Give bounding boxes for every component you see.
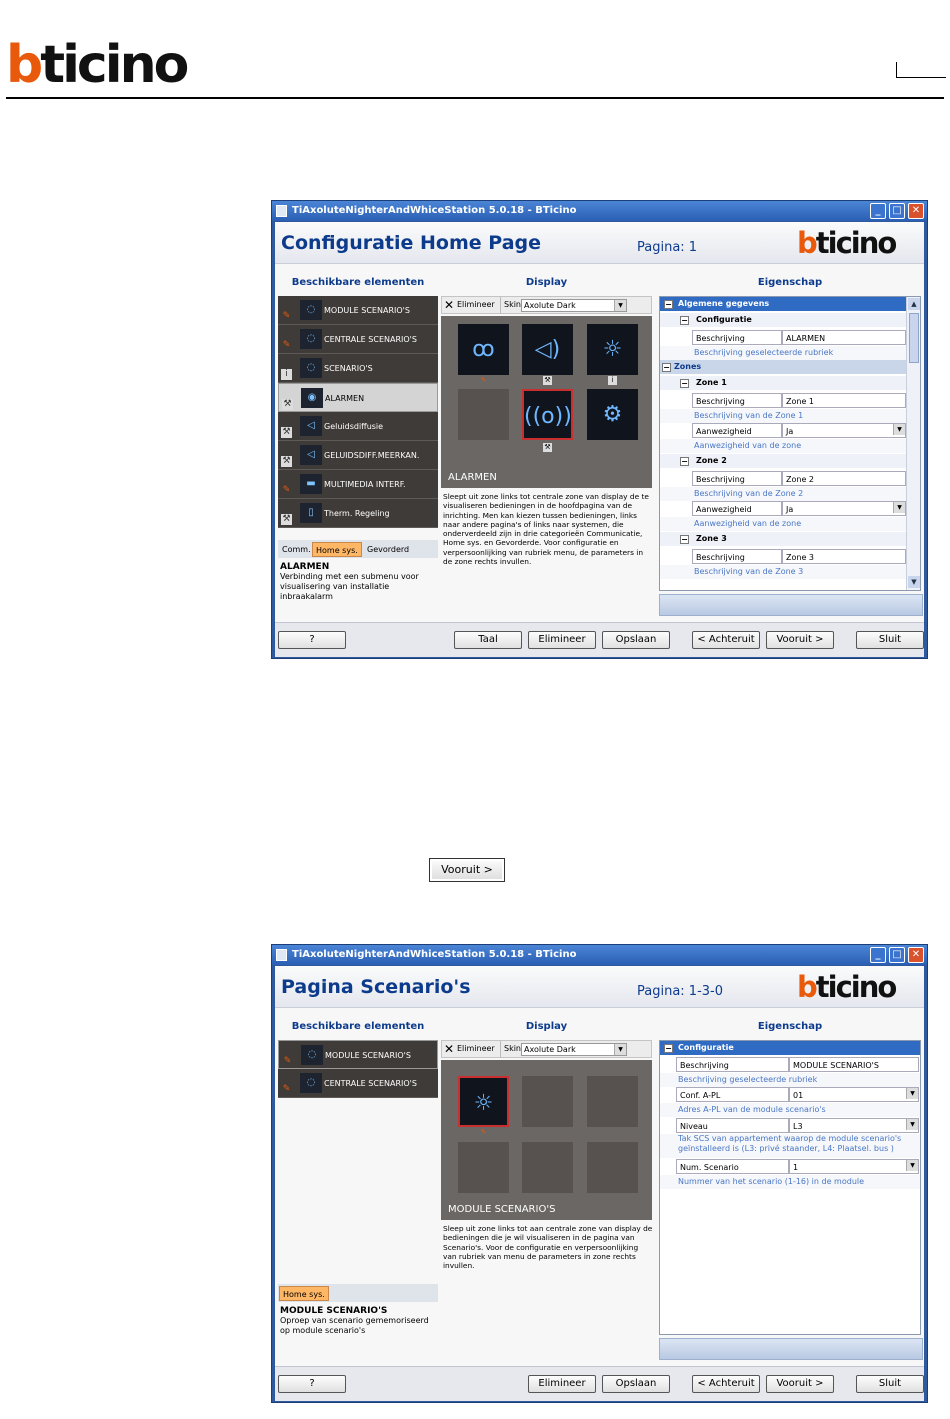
settings-gear-icon[interactable]: ⚙: [587, 389, 638, 440]
bticino-logo: bticino: [6, 35, 187, 95]
category-tabs: [278, 1284, 438, 1302]
alarm-icon[interactable]: ꝏ: [458, 324, 509, 375]
chevron-down-icon[interactable]: ▼: [614, 300, 626, 311]
window-title: TiAxoluteNighterAndWhiceStation 5.0.18 - BTicino: [292, 205, 577, 216]
wrench-icon: ⚒: [283, 399, 292, 409]
prop-hint: Beschrijving geselecteerde rubriek: [660, 346, 907, 360]
display-toolbar: [441, 296, 652, 314]
collapse-icon[interactable]: −: [681, 379, 688, 388]
list-item[interactable]: ✎ ▬ MULTIMEDIA INTERF.: [278, 470, 438, 499]
pen-icon: ✎: [480, 376, 487, 384]
prop-hint: Aanwezigheid van de zone: [660, 517, 907, 531]
prop-hint: Tak SCS van appartement waarop de module scenario's geïnstalleerd is (L3: privé staander, L4: Plaatsel. bus ): [660, 1134, 920, 1158]
page-header: [275, 222, 924, 264]
wrench-icon: ⚒: [282, 514, 291, 524]
forward-button-illustration[interactable]: Vooruit >: [429, 858, 505, 882]
scenario-icon[interactable]: ☼: [587, 324, 638, 375]
pen-icon: ✎: [480, 1128, 487, 1136]
prop-row[interactable]: Beschrijving Zone 2: [660, 471, 907, 486]
bticino-logo: bticino: [797, 970, 896, 1004]
back-button[interactable]: < Achteruit: [692, 631, 760, 649]
element-description: ALARMEN Verbinding met een submenu voor visualisering van installatie inbraakalarm: [280, 562, 419, 601]
property-grid: [659, 296, 921, 591]
minimize-button[interactable]: _: [870, 203, 886, 219]
header-rule: [6, 97, 944, 99]
section-general[interactable]: − Algemene gegevens: [660, 297, 907, 311]
close-window-button[interactable]: ✕: [908, 947, 924, 963]
available-elements-list: [278, 1040, 438, 1098]
app-icon: [276, 205, 287, 217]
info-icon: i: [608, 376, 617, 385]
page-number: Pagina: 1-3-0: [637, 984, 723, 999]
empty-slot[interactable]: [522, 1142, 573, 1193]
pen-icon: ✎: [282, 340, 291, 350]
help-button[interactable]: ?: [278, 631, 346, 649]
close-button[interactable]: Sluit: [856, 1375, 924, 1393]
scenario-icon: ◌: [300, 300, 322, 320]
pen-icon: ✎: [282, 485, 291, 495]
property-scrollbar[interactable]: [906, 297, 920, 590]
col-available-title: Beschikbare elementen: [291, 1021, 425, 1032]
bticino-logo: bticino: [797, 226, 896, 260]
empty-slot[interactable]: [458, 1142, 509, 1193]
prop-hint: Beschrijving van de Zone 3: [660, 565, 907, 579]
scroll-thumb[interactable]: [909, 313, 919, 363]
thermometer-icon: ▯: [300, 503, 322, 523]
speaker-icon: ◁: [300, 416, 322, 436]
section-zone-1[interactable]: − Zone 1: [660, 376, 907, 390]
prop-hint: Beschrijving van de Zone 2: [660, 487, 907, 501]
pen-icon: ✎: [282, 1084, 291, 1094]
skin-select[interactable]: Axolute Dark ▼: [521, 299, 627, 312]
wrench-icon: ⚒: [544, 376, 551, 384]
list-item[interactable]: ✎ ◌ MODULE SCENARIO'S: [278, 1040, 438, 1069]
button-bar: [275, 622, 924, 657]
eliminate-x-icon[interactable]: ✕: [444, 298, 455, 312]
collapse-icon[interactable]: −: [663, 363, 670, 372]
eliminate-button[interactable]: Elimineer: [528, 631, 596, 649]
button-bar: [275, 1366, 924, 1401]
display-grid: [441, 1060, 652, 1220]
chevron-down-icon[interactable]: ▼: [893, 424, 905, 435]
page-header: [275, 966, 924, 1008]
collapse-icon[interactable]: −: [665, 300, 672, 309]
prop-hint: Beschrijving van de Zone 1: [660, 409, 907, 423]
skin-select[interactable]: Axolute Dark ▼: [521, 1043, 627, 1056]
prop-row[interactable]: Beschrijving Zone 3: [660, 549, 907, 564]
list-item[interactable]: ⚒ ▯ Therm. Regeling: [278, 499, 438, 528]
prop-row[interactable]: Beschrijving MODULE SCENARIO'S: [660, 1057, 907, 1072]
forward-button[interactable]: Vooruit >: [766, 1375, 834, 1393]
empty-slot[interactable]: [587, 1142, 638, 1193]
page-title: Pagina Scenario's: [281, 976, 471, 998]
scroll-down-icon[interactable]: ▼: [908, 576, 920, 588]
tab-gevorderd[interactable]: Gevorderd: [367, 545, 410, 554]
prop-hint: Beschrijving geselecteerde rubriek: [660, 1073, 920, 1087]
wrench-icon: ⚒: [544, 443, 551, 451]
eliminate-tool[interactable]: Elimineer: [457, 1044, 495, 1053]
category-tabs: [278, 540, 438, 558]
scenario-page-window: [271, 944, 928, 1403]
col-display-title: Display: [525, 1021, 568, 1032]
scenario-icon: ◌: [300, 358, 322, 378]
prop-row[interactable]: Conf. A-PL 01 ▼: [660, 1087, 907, 1102]
tab-home-sys[interactable]: Home sys.: [312, 542, 362, 557]
section-config[interactable]: − Configuratie: [660, 1041, 920, 1055]
prop-row[interactable]: Beschrijving ALARMEN: [660, 330, 907, 345]
window-title: TiAxoluteNighterAndWhiceStation 5.0.18 - BTicino: [292, 949, 577, 960]
info-icon: i: [281, 369, 292, 380]
prop-hint: Nummer van het scenario (1-16) in de module: [660, 1175, 920, 1189]
col-property-title: Eigenschap: [757, 277, 823, 288]
app-icon: [276, 949, 287, 961]
save-button[interactable]: Opslaan: [602, 1375, 670, 1393]
section-zone-2[interactable]: − Zone 2: [660, 454, 907, 468]
chevron-down-icon[interactable]: ▼: [893, 502, 905, 513]
eliminate-tool[interactable]: Elimineer: [457, 300, 495, 309]
list-item[interactable]: ⚒ ◁ Geluidsdiffusie: [278, 412, 438, 441]
prop-row[interactable]: Beschrijving Zone 1: [660, 393, 907, 408]
scenario-icon: ◌: [301, 1045, 323, 1065]
property-footer: [659, 1338, 923, 1360]
save-button[interactable]: Opslaan: [602, 631, 670, 649]
collapse-icon[interactable]: −: [681, 316, 688, 325]
empty-slot[interactable]: [522, 1076, 573, 1127]
list-item[interactable]: ✎ ◌ CENTRALE SCENARIO'S: [278, 1069, 438, 1098]
chevron-down-icon[interactable]: ▼: [906, 1088, 918, 1099]
prop-row[interactable]: Aanwezigheid Ja ▼: [660, 501, 907, 516]
col-available-title: Beschikbare elementen: [291, 277, 425, 288]
skin-label: Skin: [500, 297, 521, 313]
section-config[interactable]: − Configuratie: [660, 313, 907, 327]
scroll-up-icon[interactable]: ▲: [908, 298, 920, 310]
section-zone-3[interactable]: − Zone 3: [660, 532, 907, 546]
collapse-icon[interactable]: −: [681, 535, 688, 544]
back-button[interactable]: < Achteruit: [692, 1375, 760, 1393]
eliminate-x-icon[interactable]: ✕: [444, 1042, 455, 1056]
scenario-icon: ◌: [300, 329, 322, 349]
close-button[interactable]: Sluit: [856, 631, 924, 649]
help-button[interactable]: ?: [278, 1375, 346, 1393]
pen-icon: ✎: [283, 1056, 292, 1066]
list-item[interactable]: ⚒ ◁ GELUIDSDIFF.MEERKAN.: [278, 441, 438, 470]
tab-home-sys[interactable]: Home sys.: [279, 1286, 329, 1301]
col-property-title: Eigenschap: [757, 1021, 823, 1032]
alarm-icon: ◉: [301, 388, 323, 408]
window-titlebar: [272, 945, 927, 965]
window-titlebar: [272, 201, 927, 221]
alarm-icon[interactable]: ((o)): [522, 389, 573, 440]
tab-comm[interactable]: Comm.: [282, 545, 311, 554]
prop-row[interactable]: Num. Scenario 1 ▼: [660, 1159, 907, 1174]
chevron-down-icon[interactable]: ▼: [906, 1160, 918, 1171]
chevron-down-icon[interactable]: ▼: [614, 1044, 626, 1055]
scenario-icon[interactable]: ☼: [458, 1076, 509, 1127]
col-display-title: Display: [525, 277, 568, 288]
chevron-down-icon[interactable]: ▼: [906, 1119, 918, 1130]
scenario-icon: ◌: [300, 1073, 322, 1093]
config-home-window: [271, 200, 928, 659]
speaker-icon: ◁: [300, 445, 322, 465]
empty-slot[interactable]: [458, 389, 509, 440]
speaker-icon[interactable]: ◁): [522, 324, 573, 375]
display-label: ALARMEN: [448, 472, 497, 483]
wrench-icon: ⚒: [282, 456, 291, 466]
collapse-icon[interactable]: −: [681, 457, 688, 466]
page-title: Configuratie Home Page: [281, 232, 541, 254]
language-button[interactable]: Taal: [454, 631, 522, 649]
pen-icon: ✎: [282, 311, 291, 321]
prop-hint: Adres A-PL van de module scenario's: [660, 1103, 920, 1117]
section-zones[interactable]: − Zones: [660, 360, 907, 374]
prop-row[interactable]: Aanwezigheid Ja ▼: [660, 423, 907, 438]
eliminate-button[interactable]: Elimineer: [528, 1375, 596, 1393]
page-corner-mark: [896, 62, 946, 78]
available-elements-list: [278, 296, 438, 528]
element-description: MODULE SCENARIO'S Oproep van scenario gememoriseerd op module scenario's: [280, 1306, 429, 1335]
minimize-button[interactable]: _: [870, 947, 886, 963]
list-item[interactable]: ✎ ◌ MODULE SCENARIO'S: [278, 296, 438, 325]
property-grid: [659, 1040, 921, 1335]
display-toolbar: [441, 1040, 652, 1058]
forward-button[interactable]: Vooruit >: [766, 631, 834, 649]
skin-label: Skin: [500, 1041, 521, 1057]
display-help-text: Sleept uit zone links tot centrale zone van display de te visualiseren bedieningen in de hoofdpagina van de inrichting. Men kan kiezen tussen bedieningen, links naar andere pagina's of links naar systemen, die onderverdeeld zijn in drie categorieën Communicatie, Home sys. en Gevorderde. Voor configuratie en verpersoonlijking van rubriek menu, de parameters in de zone rechts invullen.: [443, 492, 649, 567]
maximize-button[interactable]: □: [889, 947, 905, 963]
empty-slot[interactable]: [587, 1076, 638, 1127]
wrench-icon: ⚒: [282, 427, 291, 437]
prop-hint: Aanwezigheid van de zone: [660, 439, 907, 453]
collapse-icon[interactable]: −: [665, 1044, 672, 1053]
property-footer: [659, 594, 923, 616]
page-number: Pagina: 1: [637, 240, 698, 255]
maximize-button[interactable]: □: [889, 203, 905, 219]
display-help-text: Sleep uit zone links tot aan centrale zone van display de bedieningen die je wil visualiseren in de pagina van Scenario's. Voor de configuratie en verpersoonlijking van rubriek van menu de parameters in zone rechts invullen.: [443, 1224, 653, 1271]
display-label: MODULE SCENARIO'S: [448, 1204, 556, 1215]
list-item[interactable]: ✎ ◌ CENTRALE SCENARIO'S: [278, 325, 438, 354]
prop-row[interactable]: Niveau L3 ▼: [660, 1118, 907, 1133]
list-item[interactable]: i ◌ SCENARIO'S: [278, 354, 438, 383]
list-item[interactable]: ⚒ ◉ ALARMEN: [278, 383, 438, 412]
multimedia-icon: ▬: [300, 474, 322, 494]
display-grid: [441, 316, 652, 488]
close-window-button[interactable]: ✕: [908, 203, 924, 219]
